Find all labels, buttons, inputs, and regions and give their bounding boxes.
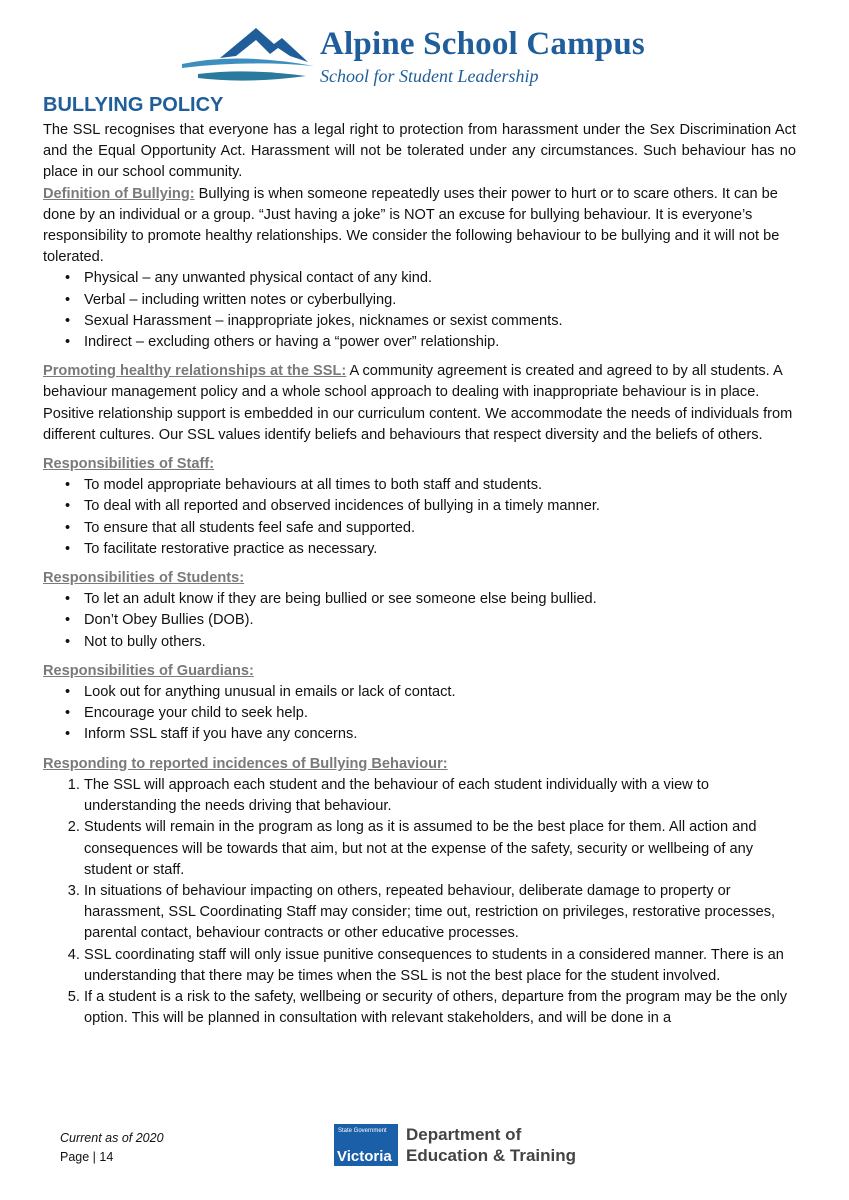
responding-list (43, 775, 796, 1029)
list-item: • To deal with all reported and observed incidences of bullying in a timely manner. (84, 496, 796, 517)
page-title: BULLYING POLICY (43, 94, 224, 116)
students-list (43, 589, 796, 653)
list-item: 1. The SSL will approach each student and the behaviour of each student individually with a view to understanding the needs driving that behaviour. (84, 775, 796, 817)
school-name: Alpine School Campus (320, 26, 645, 62)
promoting-paragraph (43, 361, 796, 446)
list-item: • Encourage your child to seek help. (84, 703, 796, 724)
victoria-emblem-icon (334, 1124, 398, 1166)
department-line-1: Department of (406, 1125, 522, 1144)
definition-paragraph (43, 184, 796, 269)
guardians-heading: Responsibilities of Guardians: (43, 662, 254, 679)
promoting-text: A community agreement is created and agreed to by all students. A behaviour management policy and a whole school approach to dealing with inappropriate behaviour is in place. Positive relationship support is embedded in our curriculum content. We accommodate the needs of individuals from different cultures. Our SSL values identify beliefs and behaviours that respect diversity and the beliefs of others. (43, 363, 793, 443)
students-heading: Responsibilities of Students: (43, 570, 245, 587)
vic-word: Victoria (337, 1148, 392, 1165)
list-item: 4. SSL coordinating staff will only issue punitive consequences to students in a considered manner. There is an understanding that there may be times when the SSL is not the best place for the student involved. (84, 945, 796, 987)
page-number: Page | 14 (60, 1150, 114, 1164)
current-date-note: Current as of 2020 (60, 1131, 164, 1145)
list-item: • Indirect – excluding others or having a “power over” relationship. (84, 332, 796, 353)
department-line-2: Education & Training (406, 1146, 577, 1165)
responding-heading: Responding to reported incidences of Bullying Behaviour: (43, 755, 448, 772)
intro-paragraph: The SSL recognises that everyone has a legal right to protection from harassment under the Sex Discrimination Act and the Equal Opportunity Act. Harassment will not be tolerated under any circumstances. Such behaviour has no place in our school community. (43, 122, 796, 181)
mountain-logo-icon (178, 22, 318, 92)
list-item: • To model appropriate behaviours at all times to both staff and students. (84, 475, 796, 496)
promoting-heading: Promoting healthy relationships at the SSL: (43, 363, 347, 380)
guardians-list (43, 682, 796, 746)
list-item: • To facilitate restorative practice as necessary. (84, 539, 796, 560)
list-item: • To let an adult know if they are being bullied or see someone else being bullied. (84, 589, 796, 610)
list-item: • Not to bully others. (84, 632, 796, 653)
school-header (178, 22, 678, 92)
school-subtitle: School for Student Leadership (320, 66, 539, 86)
list-item: • Verbal – including written notes or cyberbullying. (84, 290, 796, 311)
list-item: 5. If a student is a risk to the safety, wellbeing or security of others, departure from the program may be the only option. This will be planned in consultation with relevant stakeholders, and will be done in a (84, 987, 796, 1029)
list-item: • Look out for anything unusual in emails or lack of contact. (84, 682, 796, 703)
definition-text: Bullying is when someone repeatedly uses their power to hurt or to scare others. It can be done by an individual or a group. “Just having a joke” is NOT an excuse for bullying behaviour. It is everyone’s responsibility to promote healthy relationships. We consider the following behaviour to be bullying and it will not be tolerated. (43, 185, 780, 266)
list-item: 2. Students will remain in the program as long as it is assumed to be the best place for them. All action and consequences will be towards that aim, but not at the expense of the safety, security or wellbeing of any student or staff. (84, 817, 796, 881)
policy-content (43, 90, 796, 1029)
staff-heading: Responsibilities of Staff: (43, 456, 215, 473)
list-item: • Don’t Obey Bullies (DOB). (84, 610, 796, 631)
department-name (406, 1124, 576, 1166)
list-item: • Physical – any unwanted physical contact of any kind. (84, 268, 796, 289)
list-item: 3. In situations of behaviour impacting on others, repeated behaviour, deliberate damage to property or harassment, SSL Coordinating Staff may consider; time out, restriction on privileges, restorative processes, parental contact, behaviour contracts or other educative processes. (84, 881, 796, 945)
page-footer (60, 1129, 164, 1167)
staff-list (43, 475, 796, 560)
list-item: • Inform SSL staff if you have any concerns. (84, 724, 796, 745)
victoria-logo (334, 1120, 594, 1170)
vic-state-text: State Government (338, 1128, 387, 1134)
list-item: • To ensure that all students feel safe and supported. (84, 518, 796, 539)
definition-heading: Definition of Bullying: (43, 185, 195, 202)
definition-list (43, 268, 796, 353)
list-item: • Sexual Harassment – inappropriate jokes, nicknames or sexist comments. (84, 311, 796, 332)
